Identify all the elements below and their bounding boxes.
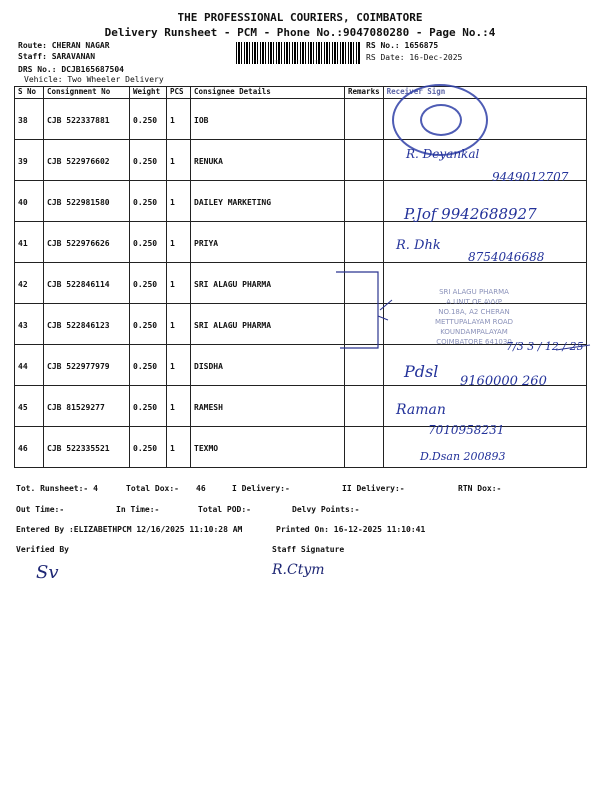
cell-sno: 41 — [15, 222, 44, 263]
hand-phone-row39: 9449012707 — [492, 170, 569, 184]
i-delivery: I Delivery:- — [232, 484, 290, 493]
col-receiver-sign: Receiver Sign — [383, 87, 586, 99]
total-dox-value: 46 — [196, 484, 206, 493]
cell-weight: 0.250 — [130, 263, 167, 304]
cell-weight: 0.250 — [130, 427, 167, 468]
hand-sign-row44: Pdsl — [404, 362, 439, 381]
cell-weight: 0.250 — [130, 222, 167, 263]
rs-number: RS No.: 1656875 — [366, 41, 439, 50]
rtn-dox: RTN Dox:- — [458, 484, 502, 493]
document-title: THE PROFESSIONAL COURIERS, COIMBATORE — [177, 11, 423, 24]
hand-sign-row39: R. Deyankal — [406, 147, 480, 161]
cell-pcs: 1 — [167, 181, 191, 222]
rs-date: RS Date: 16-Dec-2025 — [366, 53, 463, 62]
cell-pcs: 1 — [167, 99, 191, 140]
cell-consignee: SRI ALAGU PHARMA — [191, 263, 345, 304]
cell-consignment: CJB 522337881 — [44, 99, 130, 140]
cell-sno: 46 — [15, 427, 44, 468]
total-dox-label: Total Dox:- — [126, 484, 179, 493]
verified-by-label: Verified By — [16, 545, 69, 554]
total-runsheet: Tot. Runsheet:- 4 — [16, 484, 98, 493]
cell-consignee: DISDHA — [191, 345, 345, 386]
hand-phone-row44: 9160000 260 — [460, 374, 547, 389]
col-sno: S No — [15, 87, 44, 99]
cell-consignment: CJB 81529277 — [44, 386, 130, 427]
cell-consignee: TEXMO — [191, 427, 345, 468]
cell-weight: 0.250 — [130, 181, 167, 222]
stamp-line: A UNIT OF AVVP — [446, 298, 502, 306]
vehicle: Vehicle: Two Wheeler Delivery — [24, 75, 164, 84]
in-time: In Time:- — [116, 505, 160, 514]
cell-pcs: 1 — [167, 304, 191, 345]
col-remarks: Remarks — [345, 87, 384, 99]
cell-sno: 43 — [15, 304, 44, 345]
hand-date-row43: 7/3 3 / 12 / 25 — [506, 340, 584, 353]
document-subtitle: Delivery Runsheet - PCM - Phone No.:9047080280 - Page No.:4 — [104, 26, 496, 39]
cell-weight: 0.250 — [130, 99, 167, 140]
stamp-line: METTUPALAYAM ROAD — [434, 318, 514, 326]
hand-sign-row45: Raman — [396, 402, 446, 418]
cell-sno: 40 — [15, 181, 44, 222]
cell-consignee: PRIYA — [191, 222, 345, 263]
cell-pcs: 1 — [167, 386, 191, 427]
stamp-line: KOUNDAMPALAYAM — [440, 328, 508, 336]
col-weight: Weight — [130, 87, 167, 99]
cell-consignment: CJB 522976602 — [44, 140, 130, 181]
staff-signature: R.Ctym — [272, 562, 325, 578]
ii-delivery: II Delivery:- — [342, 484, 405, 493]
verified-signature: Sv — [36, 562, 59, 583]
cell-pcs: 1 — [167, 427, 191, 468]
cell-consignment: CJB 522335521 — [44, 427, 130, 468]
cell-consignee: IOB — [191, 99, 345, 140]
staff: Staff: SARAVANAN — [18, 52, 96, 61]
stamp-line: NO.18A, A2 CHERAN — [438, 308, 510, 316]
cell-pcs: 1 — [167, 263, 191, 304]
cell-weight: 0.250 — [130, 304, 167, 345]
cell-consignee: DAILEY MARKETING — [191, 181, 345, 222]
total-pod: Total POD:- — [198, 505, 251, 514]
hand-sign-row40: P.Jof 9942688927 — [404, 205, 537, 223]
cell-consignment: CJB 522976626 — [44, 222, 130, 263]
cell-consignment: CJB 522981580 — [44, 181, 130, 222]
entered-by: Entered By :ELIZABETHPCM 12/16/2025 11:10:28 AM — [16, 525, 243, 534]
cell-sno: 42 — [15, 263, 44, 304]
cell-sno: 39 — [15, 140, 44, 181]
route: Route: CHERAN NAGAR — [18, 41, 110, 50]
cell-weight: 0.250 — [130, 345, 167, 386]
cell-consignment: CJB 522846123 — [44, 304, 130, 345]
cell-pcs: 1 — [167, 345, 191, 386]
cell-sno: 44 — [15, 345, 44, 386]
staff-signature-label: Staff Signature — [272, 545, 345, 554]
delivery-points: Delvy Points:- — [292, 505, 360, 514]
stamp-line: COIMBATORE 641030 — [436, 338, 512, 346]
cell-sno: 45 — [15, 386, 44, 427]
col-pcs: PCS — [167, 87, 191, 99]
cell-weight: 0.250 — [130, 386, 167, 427]
cell-consignment: CJB 522846114 — [44, 263, 130, 304]
hand-phone-row41: 8754046688 — [468, 250, 545, 264]
out-time: Out Time:- — [16, 505, 65, 514]
col-consignment: Consignment No — [44, 87, 130, 99]
cell-pcs: 1 — [167, 140, 191, 181]
cell-consignment: CJB 522977979 — [44, 345, 130, 386]
col-consignee: Consignee Details — [191, 87, 345, 99]
cell-consignee: SRI ALAGU PHARMA — [191, 304, 345, 345]
stamp-line: SRI ALAGU PHARMA — [439, 288, 509, 296]
cell-sno: 38 — [15, 99, 44, 140]
cell-consignee: RENUKA — [191, 140, 345, 181]
cell-pcs: 1 — [167, 222, 191, 263]
drs-number: DRS No.: DCJB165687504 — [18, 65, 124, 74]
hand-phone-row45: 7010958231 — [428, 423, 505, 437]
hand-sign-row46: D.Dsan 200893 — [420, 450, 506, 463]
printed-on: Printed On: 16-12-2025 11:10:41 — [276, 525, 426, 534]
cell-consignee: RAMESH — [191, 386, 345, 427]
cell-weight: 0.250 — [130, 140, 167, 181]
hand-sign-row41: R. Dhk — [396, 238, 441, 253]
